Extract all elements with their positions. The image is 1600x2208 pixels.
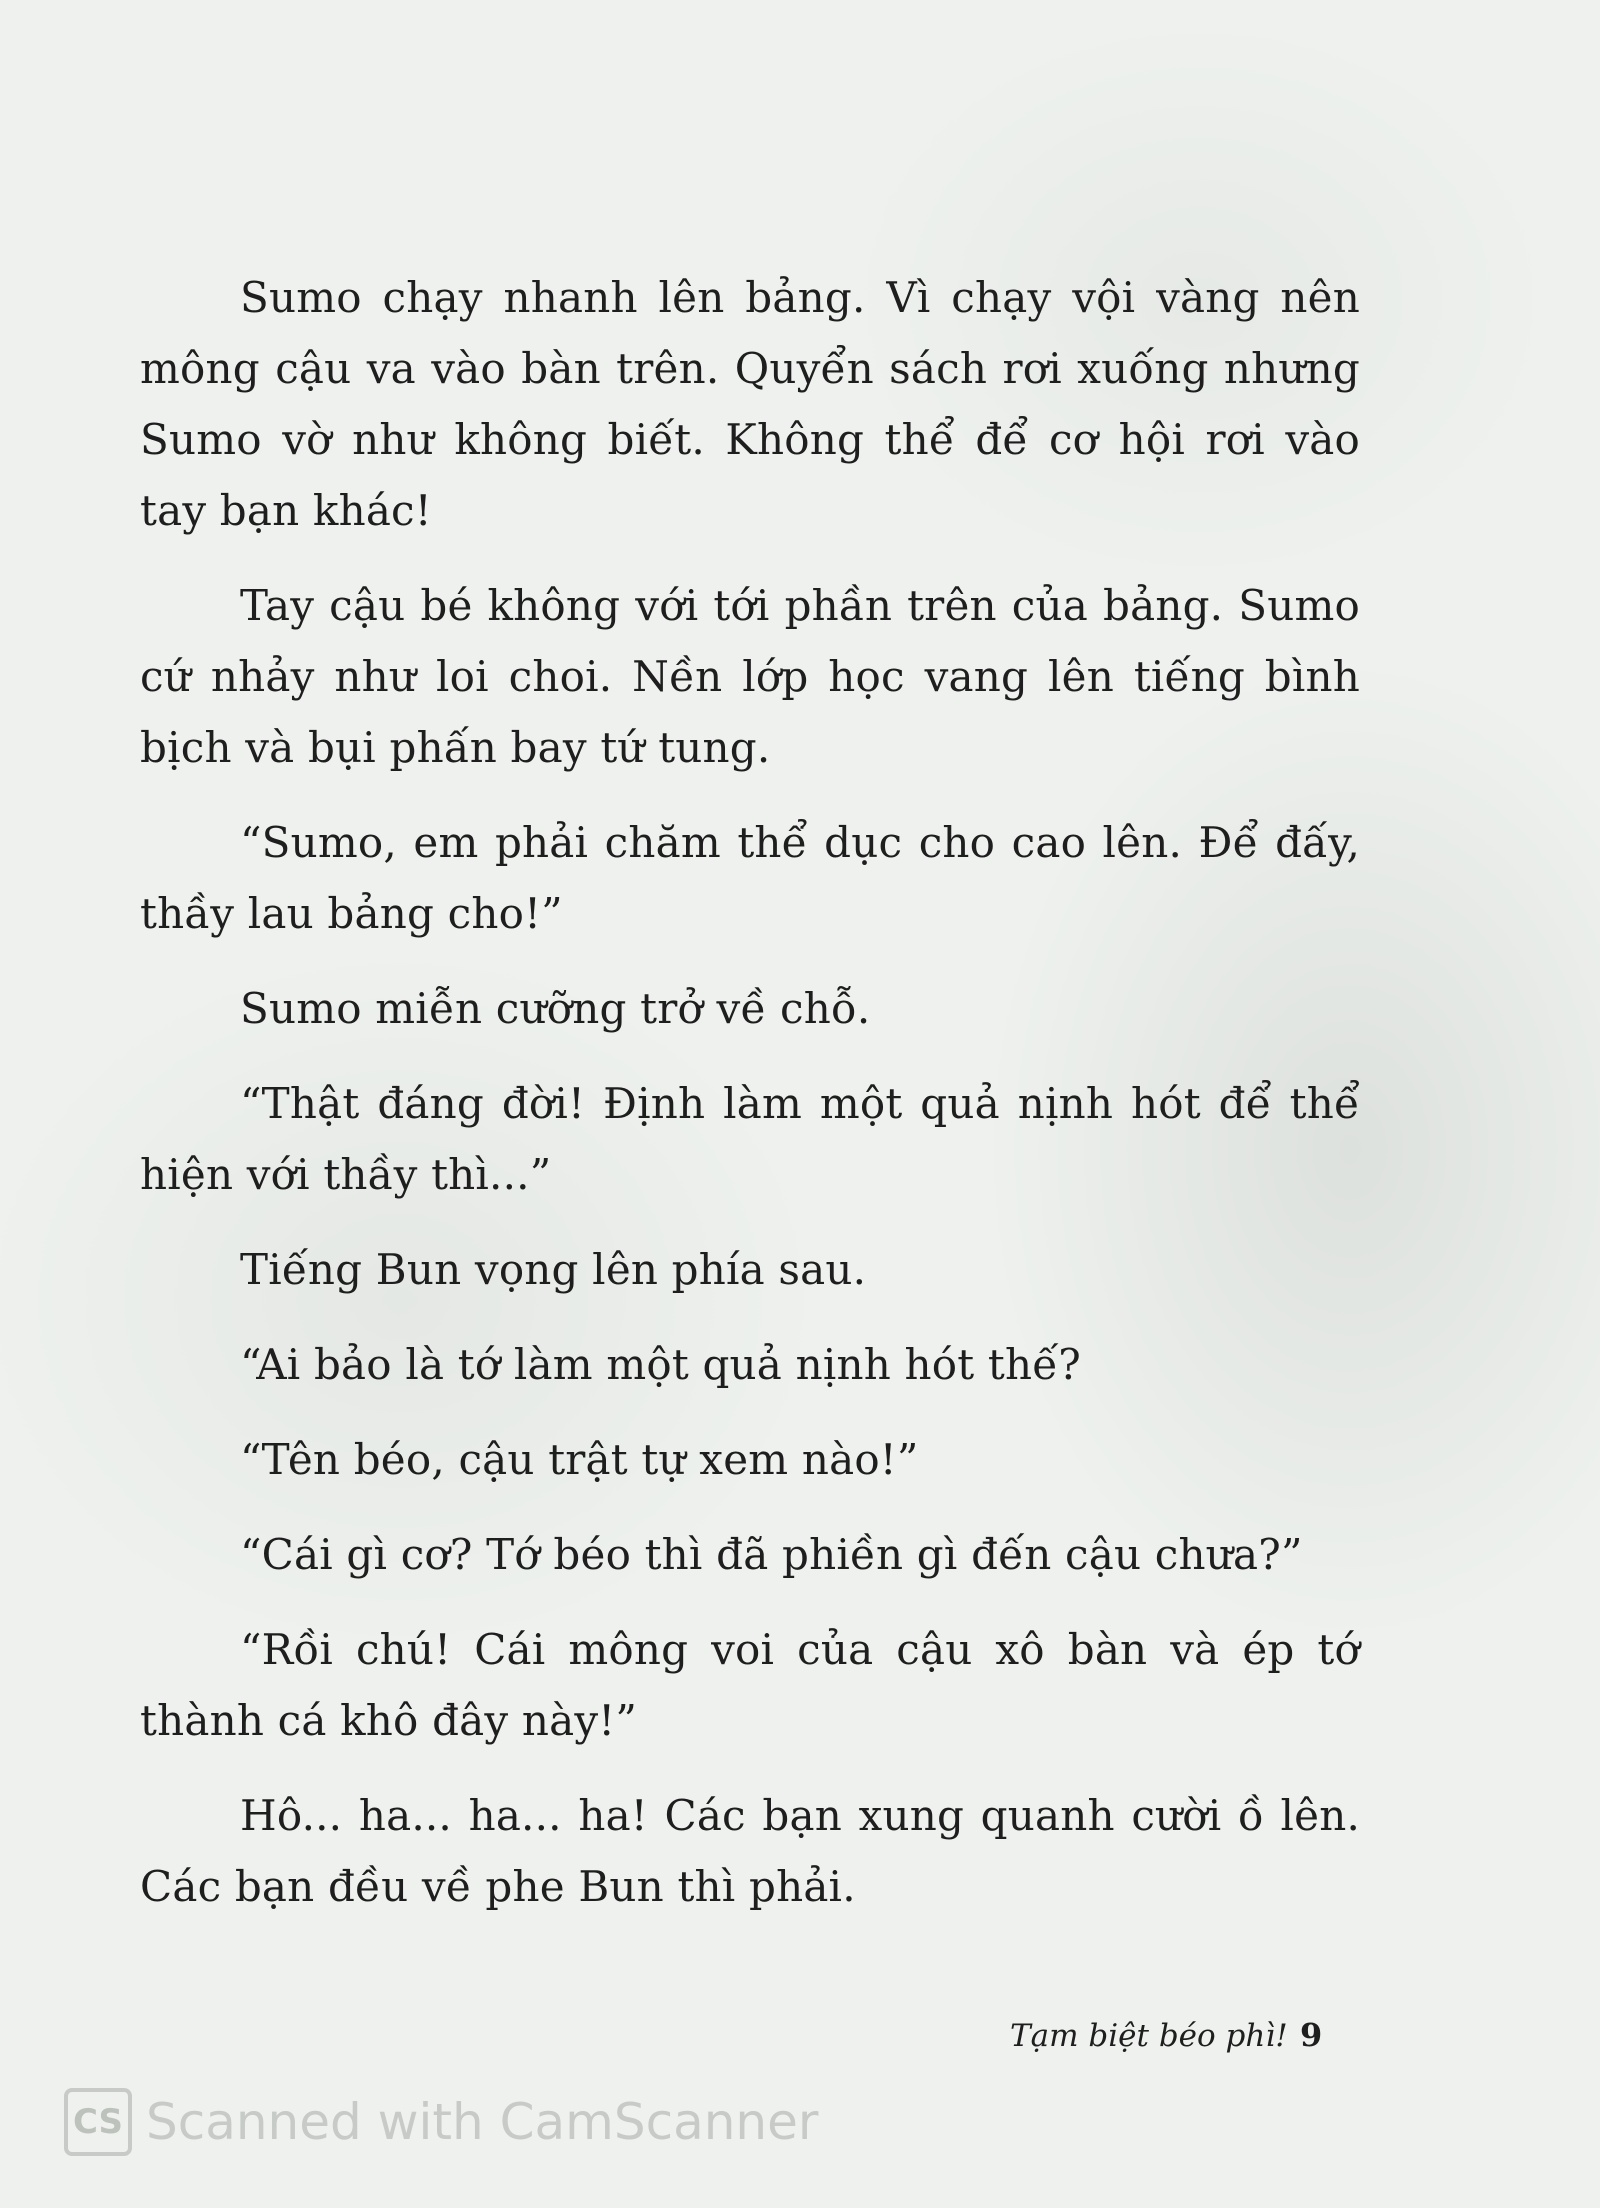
watermark-text: Scanned with CamScanner bbox=[146, 2093, 819, 2151]
paragraph-6: Tiếng Bun vọng lên phía sau. bbox=[240, 1245, 867, 1294]
camscanner-watermark bbox=[64, 2088, 818, 2156]
paragraph-9: “Cái gì cơ? Tớ béo thì đã phiền gì đến cậu chưa?” bbox=[240, 1530, 1303, 1579]
paragraph-3: “Sumo, em phải chăm thể dục cho cao lên. Để đấy, thầy lau bảng cho!” bbox=[140, 818, 1360, 938]
paragraph-2: Tay cậu bé không với tới phần trên của bảng. Sumo cứ nhảy như loi choi. Nền lớp học vang lên tiếng bình bịch và bụi phấn bay tứ tung. bbox=[140, 581, 1360, 772]
paragraph-5: “Thật đáng đời! Định làm một quả nịnh hót để thể hiện với thầy thì...” bbox=[140, 1079, 1360, 1199]
paragraph-10: “Rồi chú! Cái mông voi của cậu xô bàn và ép tớ thành cá khô đây này!” bbox=[140, 1625, 1360, 1745]
paragraph-7: “Ai bảo là tớ làm một quả nịnh hót thế? bbox=[240, 1340, 1081, 1389]
paragraph-1: Sumo chạy nhanh lên bảng. Vì chạy vội vàng nên mông cậu va vào bàn trên. Quyển sách rơi xuống nhưng Sumo vờ như không biết. Không thể để cơ hội rơi vào tay bạn khác! bbox=[140, 273, 1360, 535]
camscanner-logo-icon: CS bbox=[64, 2088, 132, 2156]
paragraph-4: Sumo miễn cưỡng trở về chỗ. bbox=[240, 984, 871, 1033]
page-number: 9 bbox=[1300, 2016, 1323, 2054]
paragraph-8: “Tên béo, cậu trật tự xem nào!” bbox=[240, 1435, 919, 1484]
body-text bbox=[140, 262, 1360, 1946]
paragraph-11: Hô... ha... ha... ha! Các bạn xung quanh cười ồ lên. Các bạn đều về phe Bun thì phải. bbox=[140, 1791, 1360, 1911]
running-footer-title: Tạm biệt béo phì! bbox=[1010, 2018, 1288, 2054]
